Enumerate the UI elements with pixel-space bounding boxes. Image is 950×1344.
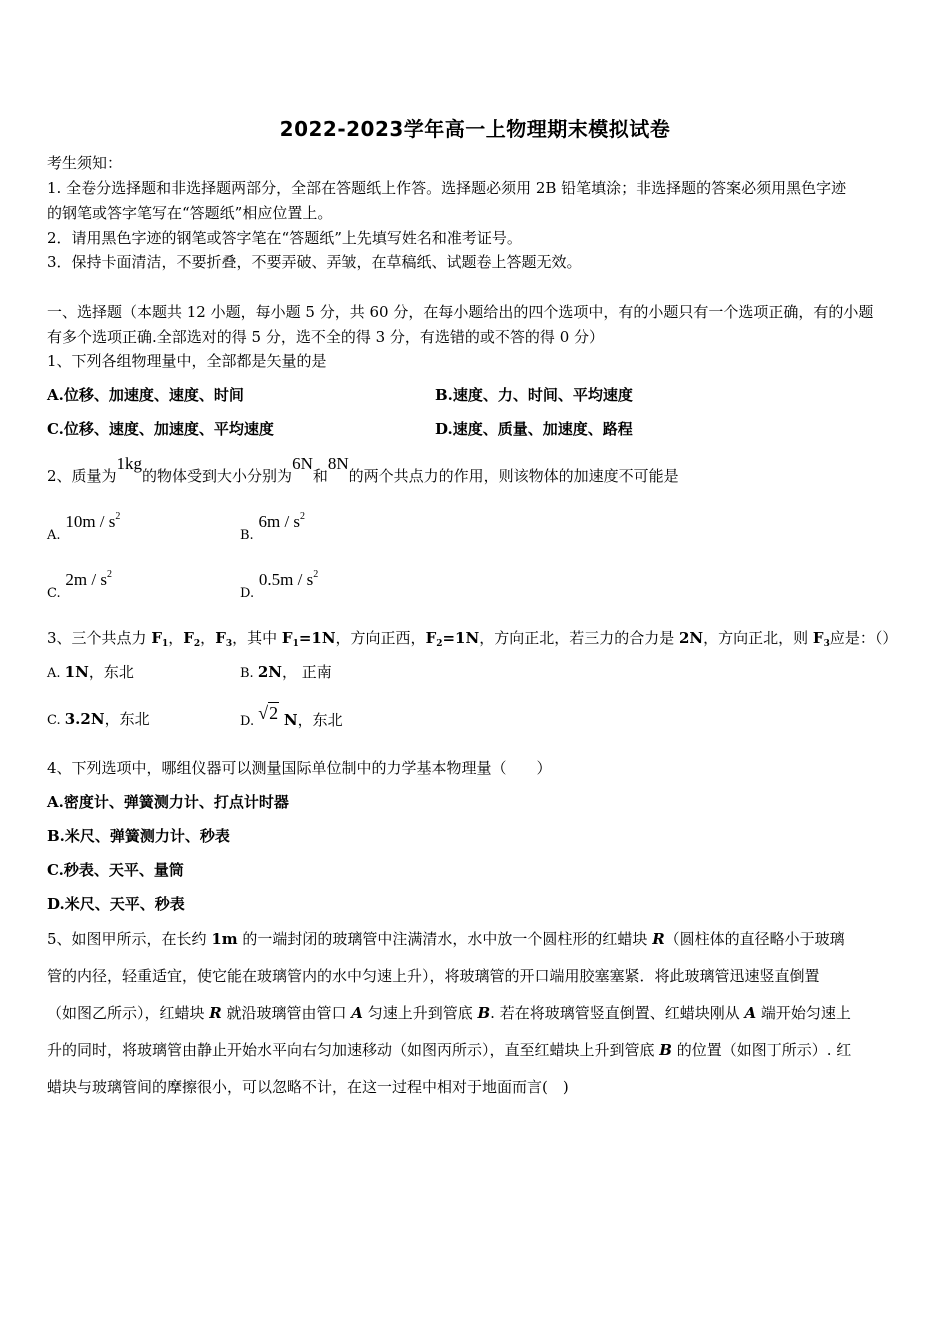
q2-option-b xyxy=(240,511,306,547)
q2-mass: 1kg xyxy=(116,454,143,473)
q1-stem: 1、下列各组物理量中，全部都是矢量的是 xyxy=(47,352,327,370)
notice-heading: 考生须知： xyxy=(47,154,123,172)
q2-stem-part-4: 的两个共点力的作用，则该物体的加速度不可能是 xyxy=(348,467,679,485)
q2-option-a-label: A. xyxy=(47,528,61,543)
q2-option-d-value: $0.5m / s^2$ xyxy=(258,569,319,589)
q4-option-d: D.米尺、天平、秒表 xyxy=(47,895,185,913)
q5-stem-line-1: 5、如图甲所示，在长约 1m 的一端封闭的玻璃管中注满清水，水中放一个圆柱形的红蜡块 R（圆柱体的直径略小于玻璃 xyxy=(47,930,845,948)
q3-option-d: D. √2 N，东北 xyxy=(240,703,343,729)
q2-force-1: 6N xyxy=(292,454,313,473)
q4-option-a: A.密度计、弹簧测力计、打点计时器 xyxy=(47,793,289,811)
q5-stem-line-5: 蜡块与玻璃管间的摩擦很小，可以忽略不计，在这一过程中相对于地面而言( ) xyxy=(47,1078,569,1096)
q2-option-d-label: D. xyxy=(240,586,255,601)
q2-force-2: 8N xyxy=(327,454,349,473)
notice-item-1: 1. 全卷分选择题和非选择题两部分，全部在答题纸上作答。选择题必须用 2B 铅笔填涂；非选择题的答案必须用黑色字迹 xyxy=(47,179,847,197)
q1-option-a: A.位移、加速度、速度、时间 xyxy=(47,386,244,404)
q1-option-d: D.速度、质量、加速度、路程 xyxy=(435,420,633,438)
q5-stem-line-3: （如图乙所示），红蜡块 R 就沿玻璃管由管口 A 匀速上升到管底 B. 若在将玻璃管竖直倒置、红蜡块刚从 A 端开始匀速上 xyxy=(47,1004,851,1022)
q2-stem-part-1: 2、质量为 xyxy=(47,467,117,485)
q3-option-c: C. 3.2N，东北 xyxy=(47,710,150,728)
q2-option-a xyxy=(47,511,121,547)
q3-stem: 3、三个共点力 $F_1$，$F_2$，$F_3$，其中 $F_1=1N$，方向正西，$F_2=1N$，方向正北，若三力的合力是 2N，方向正北，则 $F_3$应是：（） xyxy=(47,629,898,649)
section-instructions-line-1: 一、选择题（本题共 12 小题，每小题 5 分，共 60 分，在每小题给出的四个选项中，有的小题只有一个选项正确，有的小题 xyxy=(47,303,874,321)
q2-option-b-value: $6m / s^2$ xyxy=(258,511,306,531)
notice-item-1-cont: 的钢笔或答字笔写在“答题纸”相应位置上。 xyxy=(47,204,333,222)
section-instructions-line-2: 有多个选项正确.全部选对的得 5 分，选不全的得 3 分，有选错的或不答的得 0 分） xyxy=(47,328,605,346)
q1-option-b: B.速度、力、时间、平均速度 xyxy=(435,386,633,404)
q3-option-b: B. 2N， 正南 xyxy=(240,663,332,681)
q4-option-c: C.秒表、天平、量筒 xyxy=(47,861,184,879)
q2-option-c-label: C. xyxy=(47,586,61,601)
q4-option-b: B.米尺、弹簧测力计、秒表 xyxy=(47,827,230,845)
q2-stem-part-3: 和 xyxy=(312,467,328,485)
q2-option-c xyxy=(47,569,112,605)
q2-stem xyxy=(47,454,679,486)
page-title: 2022-2023学年高一上物理期末模拟试卷 xyxy=(279,117,671,141)
notice-item-2: 2．请用黑色字迹的钢笔或答字笔在“答题纸”上先填写姓名和准考证号。 xyxy=(47,229,522,247)
q5-stem-line-4: 升的同时，将玻璃管由静止开始水平向右匀加速移动（如图丙所示），直至红蜡块上升到管底 B 的位置（如图丁所示）. 红 xyxy=(47,1041,852,1059)
q2-option-a-value: $10m / s^2$ xyxy=(65,511,121,531)
q2-option-b-label: B. xyxy=(240,528,254,543)
q3-option-a: A. 1N，东北 xyxy=(47,663,134,681)
notice-item-3: 3．保持卡面清洁，不要折叠，不要弄破、弄皱，在草稿纸、试题卷上答题无效。 xyxy=(47,253,582,271)
q4-stem: 4、下列选项中，哪组仪器可以测量国际单位制中的力学基本物理量（ ） xyxy=(47,759,552,777)
q1-option-c: C.位移、速度、加速度、平均速度 xyxy=(47,420,274,438)
q5-stem-line-2: 管的内径，轻重适宜，使它能在玻璃管内的水中匀速上升），将玻璃管的开口端用胶塞塞紧．将此玻璃管迅速竖直倒置 xyxy=(47,967,820,985)
sqrt-symbol: √2 xyxy=(258,703,279,723)
q2-option-c-value: $2m / s^2$ xyxy=(65,569,112,589)
q2-stem-part-2: 的物体受到大小分别为 xyxy=(142,467,293,485)
q2-option-d xyxy=(240,569,319,605)
